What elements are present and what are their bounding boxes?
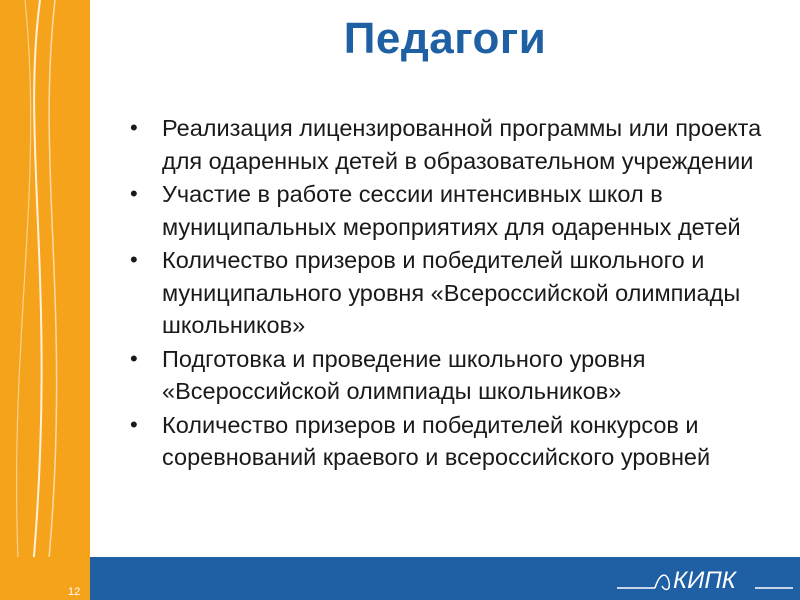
left-decorative-sidebar xyxy=(0,0,90,600)
bullet-item xyxy=(130,409,790,474)
bullet-item xyxy=(130,178,790,243)
bullet-text: Количество призеров и победителей конкурсов и соревнований краевого и всероссийского уровней xyxy=(162,411,711,470)
bullet-icon: • xyxy=(130,411,138,437)
bullet-item xyxy=(130,343,790,408)
kipk-logo-icon xyxy=(615,562,795,596)
bullet-icon: • xyxy=(130,247,138,272)
bullet-list xyxy=(130,112,790,475)
bullet-text: Подготовка и проведение школьного уровня «Всероссийской олимпиады школьников» xyxy=(162,345,646,404)
logo-text: КИПК xyxy=(673,567,736,594)
bullet-icon: • xyxy=(130,345,138,371)
bullet-icon: • xyxy=(130,115,138,140)
slide-title: Педагоги xyxy=(343,14,547,63)
bullet-text: Реализация лицензированной программы или проекта для одаренных детей в образовательном учреждении xyxy=(162,115,762,174)
bullet-text: Количество призеров и победителей школьного и муниципального уровня «Всероссийской олимпиады школьников» xyxy=(162,247,741,338)
bullet-item xyxy=(130,244,790,342)
bullet-item xyxy=(130,112,790,177)
bullet-icon: • xyxy=(130,181,138,206)
page-number: 12 xyxy=(68,586,81,598)
sidebar-curves-decoration xyxy=(0,0,90,600)
bullet-text: Участие в работе сессии интенсивных школ в муниципальных мероприятиях для одаренных детей xyxy=(162,181,741,240)
